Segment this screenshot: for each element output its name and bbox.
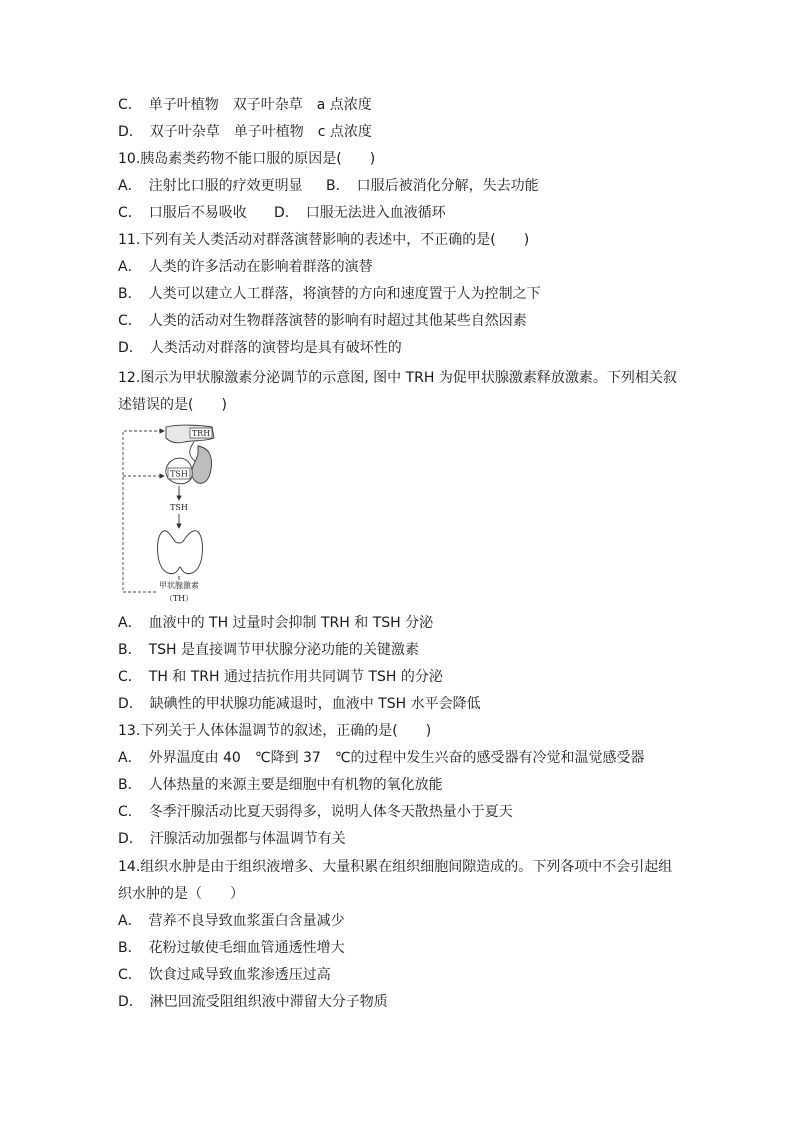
q11-option-c: C． 人类的活动对生物群落演替的影响有时超过其他某些自然因素 [118,313,527,329]
thyroid-gland [158,531,203,574]
q10-option-c: C． 口服后不易吸收 [118,205,247,221]
q11-option-b: B． 人类可以建立人工群落，将演替的方向和速度置于人为控制之下 [118,286,541,302]
q9-option-c: C． 单子叶植物 双子叶杂草 a 点浓度 [118,97,372,113]
q14-stem-line1: 14.组织水肿是由于组织液增多、大量积累在组织细胞间隙造成的。下列各项中不会引起组 [118,859,673,875]
q13-option-c: C． 冬季汗腺活动比夏天弱得多，说明人体冬天散热量小于夏天 [118,804,513,820]
thyroid-regulation-diagram [118,424,228,610]
q14-option-c: C． 饮食过咸导致血浆渗透压过高 [118,967,331,983]
tsh-arrow-label: TSH [170,503,188,512]
q13-stem: 13.下列关于人体体温调节的叙述，正确的是( ) [118,723,432,739]
q13-option-d: D． 汗腺活动加强都与体温调节有关 [118,831,346,847]
q10-option-d: D． 口服无法进入血液循环 [274,205,446,221]
q12-option-d: D． 缺碘性的甲状腺功能减退时，血液中 TSH 水平会降低 [118,696,481,712]
q12-stem-line2: 述错误的是( ) [118,397,227,413]
q12-option-c: C． TH 和 TRH 通过拮抗作用共同调节 TSH 的分泌 [118,669,443,685]
q11-option-a: A． 人类的许多活动在影响着群落的演替 [118,259,373,275]
q11-stem: 11.下列有关人类活动对群落演替影响的表述中，不正确的是( ) [118,232,530,248]
q9-option-d: D． 双子叶杂草 单子叶植物 c 点浓度 [118,124,372,140]
q14-option-a: A． 营养不良导致血浆蛋白含量减少 [118,913,345,929]
q12-option-b: B． TSH 是直接调节甲状腺分泌功能的关键激素 [118,642,420,658]
th-name-label: 甲状腺激素 [159,581,199,590]
q10-stem: 10.胰岛素类药物不能口服的原因是( ) [118,151,376,167]
q13-option-b: B． 人体热量的来源主要是细胞中有机物的氧化放能 [118,777,443,793]
q10-option-a: A． 注射比口服的疗效更明显 [118,178,303,194]
th-abbr-label: （TH） [164,594,194,603]
q13-option-a: A． 外界温度由 40 ℃降到 37 ℃的过程中发生兴奋的感受器有冷觉和温觉感受器 [118,750,645,766]
q12-stem-line1: 12.图示为甲状腺激素分泌调节的示意图, 图中 TRH 为促甲状腺激素释放激素。下列相关叙 [118,370,677,386]
q10-option-b: B． 口服后被消化分解，失去功能 [326,178,539,194]
pituitary-stalk [190,442,196,462]
tsh-box-label: TSH [170,469,188,479]
q14-stem-line2: 织水肿的是（ ） [118,886,244,902]
q14-option-d: D． 淋巴回流受阻组织液中滞留大分子物质 [118,994,388,1010]
trh-label: TRH [191,429,211,438]
feedback-line-outer [123,431,164,592]
q11-option-d: D． 人类活动对群落的演替均是具有破坏性的 [118,340,402,356]
q14-option-b: B． 花粉过敏使毛细血管通透性增大 [118,940,345,956]
thyroid-regulation-svg [118,424,228,610]
pituitary-posterior [192,446,212,483]
q12-option-a: A． 血液中的 TH 过量时会抑制 TRH 和 TSH 分泌 [118,615,434,631]
